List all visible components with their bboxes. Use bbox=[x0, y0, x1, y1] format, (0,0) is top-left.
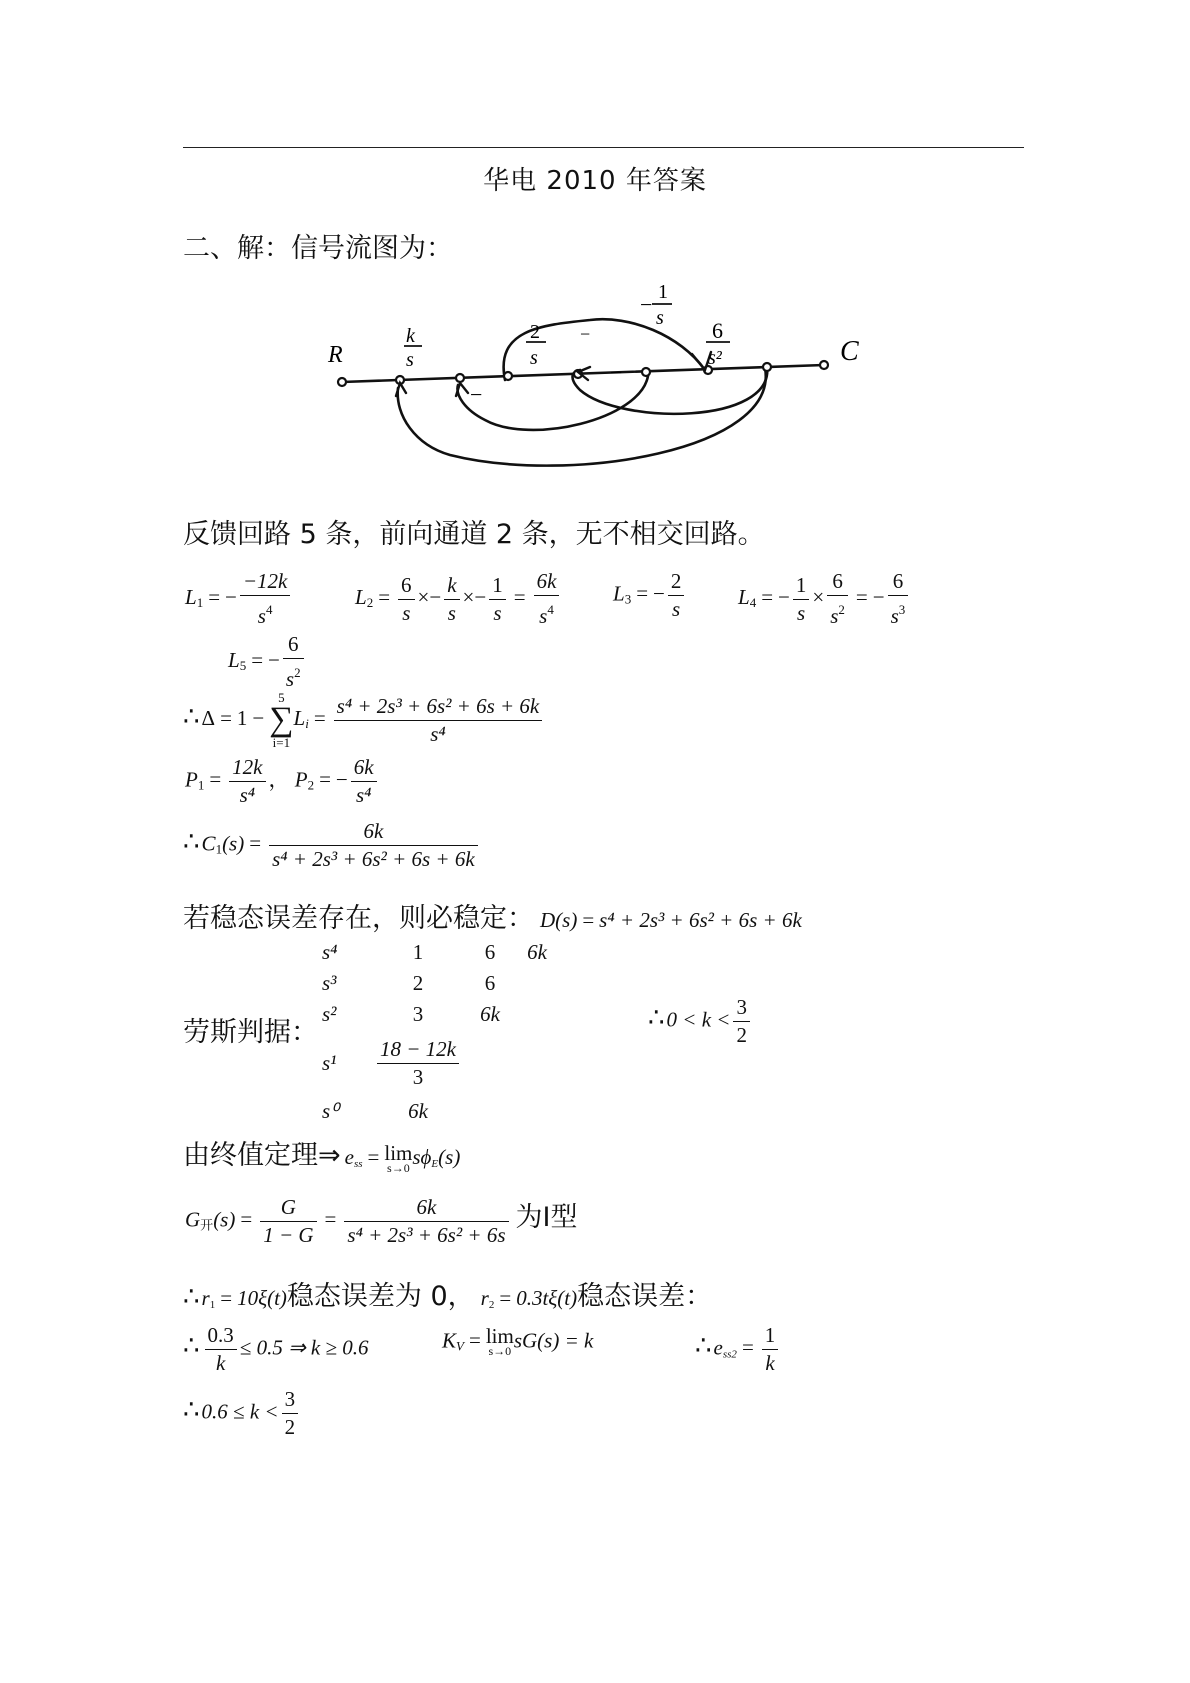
routh-label: 劳斯判据： bbox=[183, 1017, 318, 1048]
loop-gain-L2: $L_2$ = $\frac{6}{s}$ ×− $\frac{k}{s}$ ×− $\frac{1}{s}$ = $\frac{6k}{s^4}$ bbox=[355, 568, 562, 630]
branch-6-denominator: s² bbox=[708, 347, 722, 369]
loop-statement: 反馈回路 5 条，前向通道 2 条，无不相交回路。 bbox=[183, 519, 765, 550]
branch-minus-sign: − bbox=[640, 292, 653, 317]
loop-gain-L5: $L_5$ = − $\frac{6}{s^2}$ bbox=[228, 631, 307, 693]
output-label: C bbox=[840, 336, 859, 367]
feedforward-minus-sign: − bbox=[580, 324, 591, 344]
branch-2-denominator: s bbox=[530, 347, 538, 369]
feedback-minus-sign-1: − bbox=[470, 382, 483, 407]
top-rule bbox=[183, 147, 1024, 148]
stability-statement: 若稳态误差存在，则必稳定： D(s) = s⁴ + 2s³ + 6s² + 6s + 6k bbox=[183, 903, 802, 934]
routh-row: s² 3 6k bbox=[322, 1002, 500, 1026]
loop-gain-L4: $L_4$ = − $\frac{1}{s}$ × $\frac{6}{s^2}$ = − $\frac{6}{s^3}$ bbox=[738, 568, 911, 630]
open-loop-transfer: $G_开(s)$ = $\frac{G}{1 - G}$ = $\frac{6k}{\text{s⁴ + 2s³ + 6s² + 6s}}$ 为Ⅰ型 bbox=[185, 1195, 578, 1247]
error-inequality: ∴ $\frac{0.3}{k}$ ≤ 0.5 ⇒ k ≥ 0.6 bbox=[183, 1323, 369, 1375]
final-range: ∴0.6 ≤ k < $\frac{3}{2}$ bbox=[183, 1386, 301, 1441]
loop-gain-L3: $L_3$ = − $\frac{2}{s}$ bbox=[613, 568, 687, 623]
steady-state-error-2: $\therefore e_{ss2}$ = $\frac{1}{k}$ bbox=[695, 1322, 781, 1377]
section-heading: 二、解：信号流图为： bbox=[183, 233, 453, 264]
determinant-equation: ∴Δ = 1 −5 ∑ $i=1L_i$ = $\frac{\text{s⁴ + 2s³ + 6s² + 6s + 6k}}{\text{s⁴}}$ bbox=[183, 691, 545, 749]
velocity-error-constant: $K_V = \lim$ s→0 sG(s) = k bbox=[442, 1324, 594, 1358]
routh-conclusion: ∴0 < k < $\frac{3}{2}$ bbox=[648, 994, 753, 1049]
branch-2-numerator: 2 bbox=[530, 321, 540, 343]
final-value-theorem: 由终值定理⇒ $e_{ss} = \lim$ s→0 $s\phi_E(s)$ bbox=[183, 1140, 461, 1175]
signal-flow-graph bbox=[320, 280, 890, 480]
routh-row: s¹ $\frac{18 - 12k}{3}$ bbox=[322, 1030, 556, 1096]
routh-row: s³ 2 6 bbox=[322, 971, 496, 995]
input-error-statement: $\therefore r_1 = 10\xi(t)$稳态误差为 0， $r_2 = 0.3t\xi(t)$稳态误差： bbox=[183, 1281, 713, 1312]
input-label: R bbox=[328, 342, 343, 368]
feedback-minus-sign-2: − bbox=[610, 360, 623, 385]
branch-6-numerator: 6 bbox=[712, 318, 723, 343]
transfer-function: $\therefore C_1(s)$ = $\frac{6k}{\text{s⁴ + 2s³ + 6s² + 6s + 6k}}$ bbox=[183, 818, 481, 873]
branch-k-numerator: k bbox=[406, 325, 415, 347]
branch-k-denominator: s bbox=[406, 349, 414, 371]
routh-array bbox=[322, 937, 556, 1127]
routh-row: s⁴ 1 6 6k bbox=[322, 940, 547, 964]
loop-gain-L1: $L_1$ = − $\frac{-12k}{s^4}$ bbox=[185, 568, 293, 630]
routh-row: s⁰ 6k bbox=[322, 1099, 428, 1123]
branch-minus-1-denominator: s bbox=[656, 307, 664, 329]
page-title: 华电 2010 年答案 bbox=[483, 166, 707, 196]
forward-paths: $P_1$ = $\frac{12k}{\text{s⁴}}$ ， $P_2$ = − $\frac{6k}{\text{s⁴}}$ bbox=[185, 754, 380, 809]
branch-minus-1-numerator: 1 bbox=[658, 281, 668, 303]
